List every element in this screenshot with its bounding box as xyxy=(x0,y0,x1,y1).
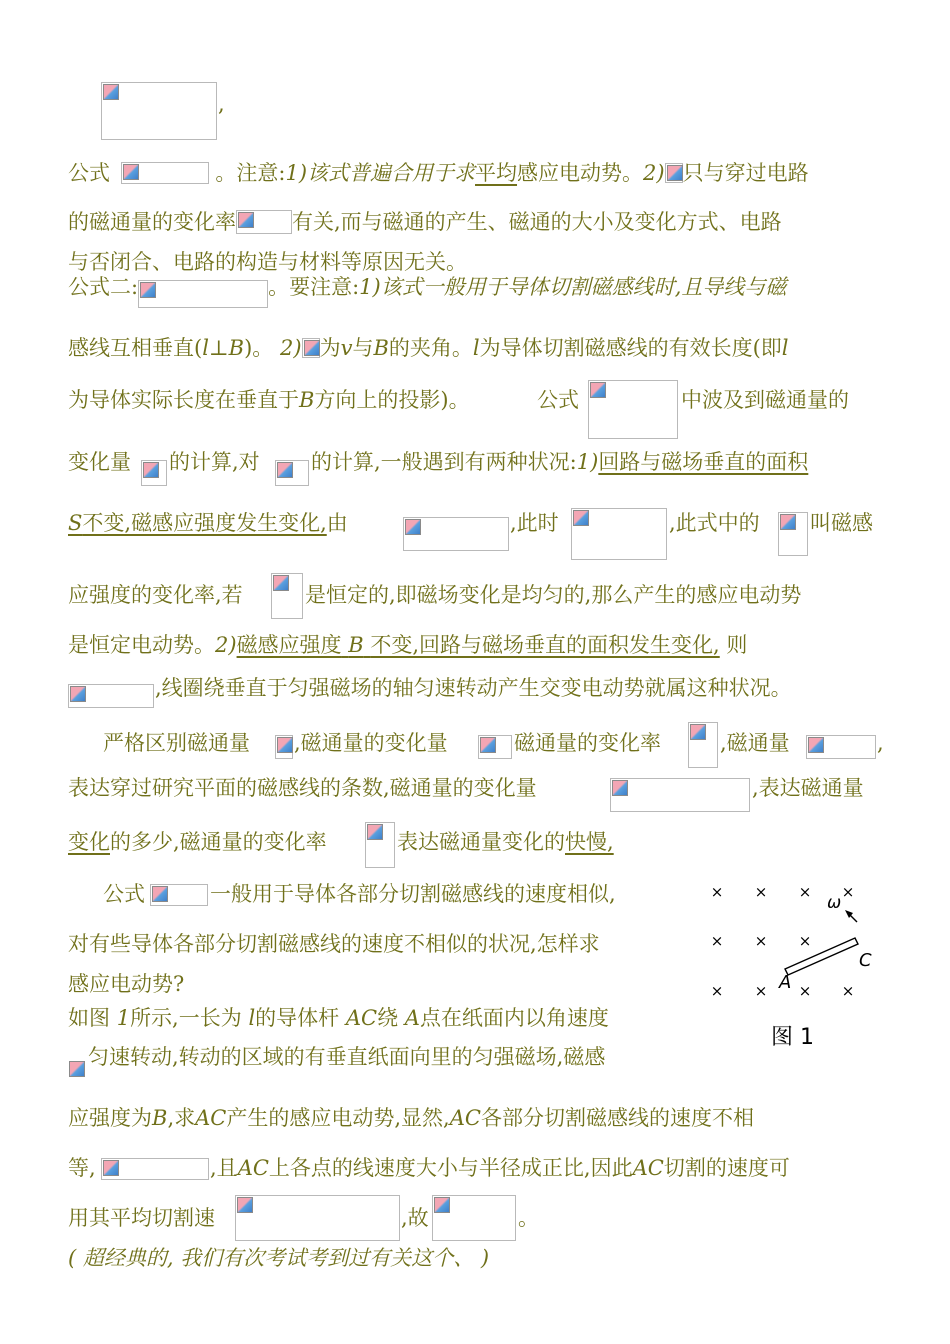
text-line xyxy=(88,1045,605,1069)
text: B xyxy=(152,1106,168,1130)
text-line xyxy=(752,776,864,800)
text: )。 xyxy=(244,336,274,360)
cross-mark: × xyxy=(754,982,768,1000)
text-line xyxy=(68,511,348,535)
cross-mark: × xyxy=(798,932,812,950)
text: 。要注意: xyxy=(268,275,360,299)
formula-image xyxy=(571,508,667,560)
text-line xyxy=(537,388,579,412)
text: 与否闭合、电路的构造与材料等原因无关。 xyxy=(68,250,467,274)
text: ,此时 xyxy=(510,511,559,535)
text: 是恒定电动势。 xyxy=(68,633,215,657)
label-a: A xyxy=(779,972,792,993)
formula-image xyxy=(688,722,718,768)
formula-image xyxy=(138,280,268,308)
formula-image xyxy=(275,460,309,486)
text: AC xyxy=(632,1156,664,1180)
text-line xyxy=(155,676,792,700)
text: AC xyxy=(237,1156,269,1180)
text: ,故 xyxy=(401,1206,429,1230)
text: 如图 xyxy=(68,1006,110,1030)
text: 的导体杆 xyxy=(255,1006,340,1030)
text-line xyxy=(103,731,250,755)
cross-mark: × xyxy=(841,982,855,1000)
formula-image xyxy=(235,1195,400,1241)
underlined-text: 快慢, xyxy=(565,830,614,854)
text: 方向上的投影)。 xyxy=(314,388,470,412)
text-line xyxy=(810,511,873,535)
formula-image xyxy=(806,735,876,759)
cross-mark: × xyxy=(710,982,724,1000)
text-line xyxy=(68,210,782,234)
text-line xyxy=(169,450,260,474)
text-line xyxy=(68,1106,754,1130)
text: AC xyxy=(449,1106,481,1130)
text: 公式 xyxy=(537,388,579,412)
text: 2) xyxy=(280,336,302,360)
underlined-text: 不变,磁感应强度发生变化, xyxy=(82,511,327,535)
text: 2) xyxy=(215,633,237,657)
underlined-text: S xyxy=(68,511,83,535)
text-line xyxy=(514,731,661,755)
text: 产生的感应电动势,显然, xyxy=(226,1106,450,1130)
underlined-text: 磁感应强度 xyxy=(236,633,342,657)
text: ,线圈绕垂直于匀强磁场的轴匀速转动产生交变电动势就属这种状况。 xyxy=(155,676,792,700)
figure-caption: 图 1 xyxy=(771,1025,814,1050)
text-line xyxy=(720,731,790,755)
text-line xyxy=(68,1156,96,1180)
text: 切割的速度可 xyxy=(663,1156,790,1180)
text: 的计算,一般遇到有两种状况: xyxy=(311,450,577,474)
text: l xyxy=(781,336,789,360)
underlined-text: 不变,回路与磁场垂直的面积发生变化, xyxy=(370,633,720,657)
text: , xyxy=(877,731,884,755)
cross-mark: × xyxy=(754,883,768,901)
text: 上各点的线速度大小与半径成正比,因此 xyxy=(268,1156,633,1180)
text: ,求 xyxy=(167,1106,196,1130)
text-line xyxy=(510,511,559,535)
text: 为 xyxy=(319,336,341,360)
formula-image xyxy=(101,82,217,140)
formula-image xyxy=(121,162,209,184)
footnote-text xyxy=(68,1246,489,1270)
cross-mark: × xyxy=(710,883,724,901)
text: 为导体切割磁感线的有效长度(即 xyxy=(479,336,782,360)
text: 公式 xyxy=(103,882,145,906)
underlined-text: B xyxy=(348,633,364,657)
text: ( 超经典的, 我们有次考试考到过有关这个、 ) xyxy=(68,1246,490,1270)
formula-image xyxy=(665,163,683,183)
text-line xyxy=(68,776,537,800)
cross-mark: × xyxy=(798,982,812,1000)
text: l xyxy=(472,336,480,360)
text: 感线互相垂直( xyxy=(68,336,203,360)
text: 由 xyxy=(326,511,348,535)
text: 对有些导体各部分切割磁感线的速度不相似的状况,怎样求 xyxy=(68,932,600,956)
text: 的多少,磁通量的变化率 xyxy=(110,830,327,854)
text-line xyxy=(68,275,786,308)
text-line xyxy=(68,1206,215,1230)
formula-image xyxy=(236,210,292,234)
formula-image xyxy=(365,822,395,868)
formula-image xyxy=(141,460,167,486)
text-line xyxy=(311,450,808,474)
text-line xyxy=(218,92,225,116)
text: 用其平均切割速 xyxy=(68,1206,215,1230)
text: ,磁通量的变化量 xyxy=(294,731,448,755)
text: 感应电动势? xyxy=(68,972,185,996)
text: 变化量 xyxy=(68,450,131,474)
text: 叫磁感 xyxy=(810,511,873,535)
text: 则 xyxy=(726,633,748,657)
text: AC xyxy=(345,1006,378,1030)
underlined-text: 回路与磁场垂直的面积 xyxy=(598,450,809,474)
text: 点在纸面内以角速度 xyxy=(419,1006,609,1030)
text-line xyxy=(68,583,243,607)
text: l xyxy=(248,1006,256,1030)
text: 公式 xyxy=(68,161,110,185)
text-line xyxy=(669,511,760,535)
formula-image xyxy=(150,884,208,906)
label-c: C xyxy=(859,950,872,971)
text: B xyxy=(373,336,389,360)
text-line xyxy=(68,1006,609,1030)
text-line xyxy=(68,336,789,360)
text-line xyxy=(210,1156,790,1180)
text-line xyxy=(68,830,327,854)
text: 的夹角。 xyxy=(388,336,473,360)
underlined-text: 变化 xyxy=(68,830,110,854)
text: v xyxy=(340,336,353,360)
formula-image xyxy=(271,573,303,619)
text: 严格区别磁通量 xyxy=(103,731,250,755)
text: 。 xyxy=(518,1206,539,1230)
text: 与 xyxy=(352,336,374,360)
text-line xyxy=(210,882,616,906)
text: 1)该式一般用于导体切割磁感线时,且导线与磁 xyxy=(359,275,787,299)
text-line xyxy=(294,731,448,755)
text: 1)该式普遍合用于求 xyxy=(285,161,476,185)
text: 应强度为 xyxy=(68,1106,152,1130)
text-line xyxy=(681,388,849,412)
text-line xyxy=(68,161,809,185)
formula-image xyxy=(610,778,750,812)
text: 有关,而与磁通的产生、磁通的大小及变化方式、电路 xyxy=(292,210,782,234)
text: 1) xyxy=(576,450,599,474)
text-line xyxy=(103,882,145,906)
text: 所示,一长为 xyxy=(130,1006,242,1030)
formula-image xyxy=(403,517,509,551)
text: B xyxy=(299,388,315,412)
omega-label: ω xyxy=(827,893,842,913)
text: ,表达磁通量 xyxy=(752,776,864,800)
underlined-text: 平均 xyxy=(475,161,518,185)
text-line xyxy=(305,583,801,607)
text: 。注意: xyxy=(215,161,286,185)
text-line xyxy=(68,388,470,412)
text-line xyxy=(877,731,884,755)
formula-image xyxy=(275,735,293,759)
text: 1 xyxy=(116,1006,131,1030)
formula-image xyxy=(68,684,154,708)
formula-image xyxy=(68,1060,86,1080)
text: 表达穿过研究平面的磁感线的条数,磁通量的变化量 xyxy=(68,776,537,800)
text-line xyxy=(68,633,747,657)
text: AC xyxy=(195,1106,227,1130)
text: , xyxy=(218,92,225,116)
text: 中波及到磁通量的 xyxy=(681,388,849,412)
text: 是恒定的,即磁场变化是均匀的,那么产生的感应电动势 xyxy=(305,583,802,607)
text: ,磁通量 xyxy=(720,731,790,755)
text: 匀速转动,转动的区域的有垂直纸面向里的匀强磁场,磁感 xyxy=(88,1045,606,1069)
text: 各部分切割磁感线的速度不相 xyxy=(480,1106,754,1130)
text: 为导体实际长度在垂直于 xyxy=(68,388,299,412)
text-line xyxy=(68,972,184,996)
cross-mark: × xyxy=(798,883,812,901)
text: 应强度的变化率,若 xyxy=(68,583,243,607)
text: l⊥B xyxy=(202,336,245,360)
text: 只与穿过电路 xyxy=(682,161,809,185)
text-line xyxy=(401,1206,429,1230)
text: 的计算,对 xyxy=(169,450,260,474)
text: 感应电动势。 xyxy=(517,161,644,185)
text-line xyxy=(68,932,600,956)
text-line xyxy=(68,450,131,474)
text: 磁通量的变化率 xyxy=(514,731,661,755)
text: 表达磁通量变化的 xyxy=(397,830,565,854)
text: 等, xyxy=(68,1156,96,1180)
formula-image xyxy=(101,1158,209,1180)
text-line xyxy=(397,830,614,854)
formula-image xyxy=(432,1195,516,1241)
cross-mark: × xyxy=(710,932,724,950)
text: 的磁通量的变化率 xyxy=(68,210,236,234)
text: 一般用于导体各部分切割磁感线的速度相似, xyxy=(210,882,616,906)
text: ,且 xyxy=(210,1156,238,1180)
formula-image xyxy=(478,735,512,759)
cross-mark: × xyxy=(754,932,768,950)
text: 绕 xyxy=(377,1006,399,1030)
text: 2) xyxy=(643,161,665,185)
formula-image xyxy=(778,512,808,556)
formula-image xyxy=(588,380,678,439)
text: ,此式中的 xyxy=(669,511,760,535)
text: 公式二: xyxy=(68,275,139,299)
text: A xyxy=(404,1006,420,1030)
figure-1 xyxy=(705,878,890,1058)
formula-image xyxy=(302,338,320,358)
text-line xyxy=(68,250,467,274)
cross-mark: × xyxy=(841,883,855,901)
conductor-rod xyxy=(785,938,858,975)
text-line xyxy=(518,1206,539,1230)
